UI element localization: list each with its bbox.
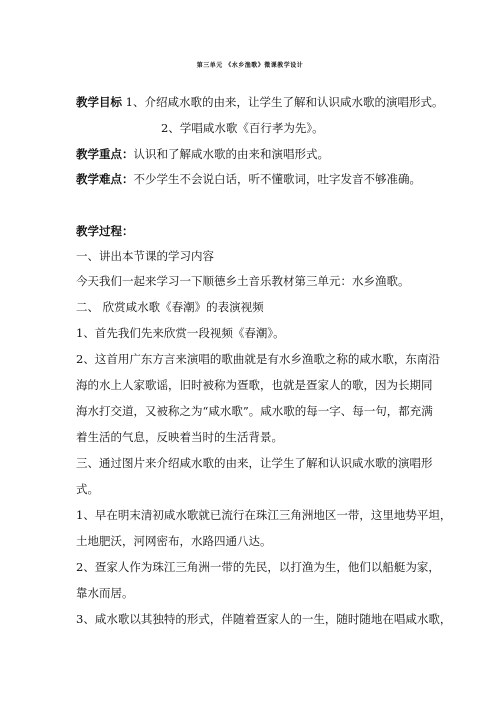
section-2-heading: 二、 欣赏咸水歌《春潮》的表演视频 bbox=[76, 300, 264, 314]
section-3-heading-line-2: 式。 bbox=[76, 482, 99, 496]
teaching-process-label: 教学过程： bbox=[76, 224, 134, 238]
section-2-paragraph-2-line-3: 海水打交道，又被称之为“咸水歌”。咸水歌的每一字、每一句，都充满 bbox=[76, 404, 433, 418]
section-3-heading-line-1: 三、通过图片来介绍咸水歌的由来，让学生了解和认识咸水歌的演唱形 bbox=[76, 456, 433, 470]
section-2-paragraph-2-line-1: 2、这首用广东方言来演唱的歌曲就是有水乡渔歌之称的咸水歌，东南沿 bbox=[76, 352, 440, 366]
teaching-difficulty-line bbox=[76, 172, 421, 187]
teaching-goal-1: 1、介绍咸水歌的由来，让学生了解和认识咸水歌的演唱形式。 bbox=[122, 95, 444, 109]
section-3-paragraph-1-line-1: 1、早在明末清初咸水歌就已流行在珠江三角洲地区一带，这里地势平坦， bbox=[76, 508, 452, 522]
section-1-heading: 一、讲出本节课的学习内容 bbox=[76, 249, 214, 263]
page-title: 第三单元 《水乡渔歌》微课教学设计 bbox=[196, 62, 304, 69]
teaching-goal-2: 2、学唱咸水歌《百行孝为先》。 bbox=[161, 121, 324, 135]
section-3-paragraph-1-line-2: 土地肥沃，河网密布，水路四通八达。 bbox=[76, 534, 272, 548]
teaching-focus-line bbox=[76, 147, 329, 162]
teaching-focus-text: 认识和了解咸水歌的由来和演唱形式。 bbox=[133, 147, 329, 161]
section-2-paragraph-2-line-2: 海的水上人家歌谣，旧时被称为疍歌，也就是疍家人的歌，因为长期同 bbox=[76, 378, 433, 392]
section-2-paragraph-1: 1、首先我们先来欣赏一段视频《春潮》。 bbox=[76, 326, 285, 340]
section-2-paragraph-2-line-4: 着生活的气息，反映着当时的生活背景。 bbox=[76, 430, 283, 444]
section-3-paragraph-3-line-1: 3、咸水歌以其独特的形式，伴随着疍家人的一生，随时随地在唱咸水歌， bbox=[76, 612, 452, 626]
teaching-difficulty-text: 不少学生不会说白话，听不懂歌词，吐字发音不够准确。 bbox=[133, 172, 421, 186]
section-1-text: 今天我们一起来学习一下顺德乡土音乐教材第三单元：水乡渔歌。 bbox=[76, 274, 410, 288]
teaching-goal-line bbox=[76, 95, 443, 110]
teaching-difficulty-label: 教学难点： bbox=[76, 172, 134, 186]
section-3-paragraph-2-line-1: 2、疍家人作为珠江三角洲一带的先民，以打渔为生，他们以船艇为家， bbox=[76, 560, 440, 574]
teaching-focus-label: 教学重点： bbox=[76, 147, 134, 161]
section-3-paragraph-2-line-2: 靠水而居。 bbox=[76, 586, 134, 600]
teaching-goal-label: 教学目标 bbox=[76, 95, 122, 109]
